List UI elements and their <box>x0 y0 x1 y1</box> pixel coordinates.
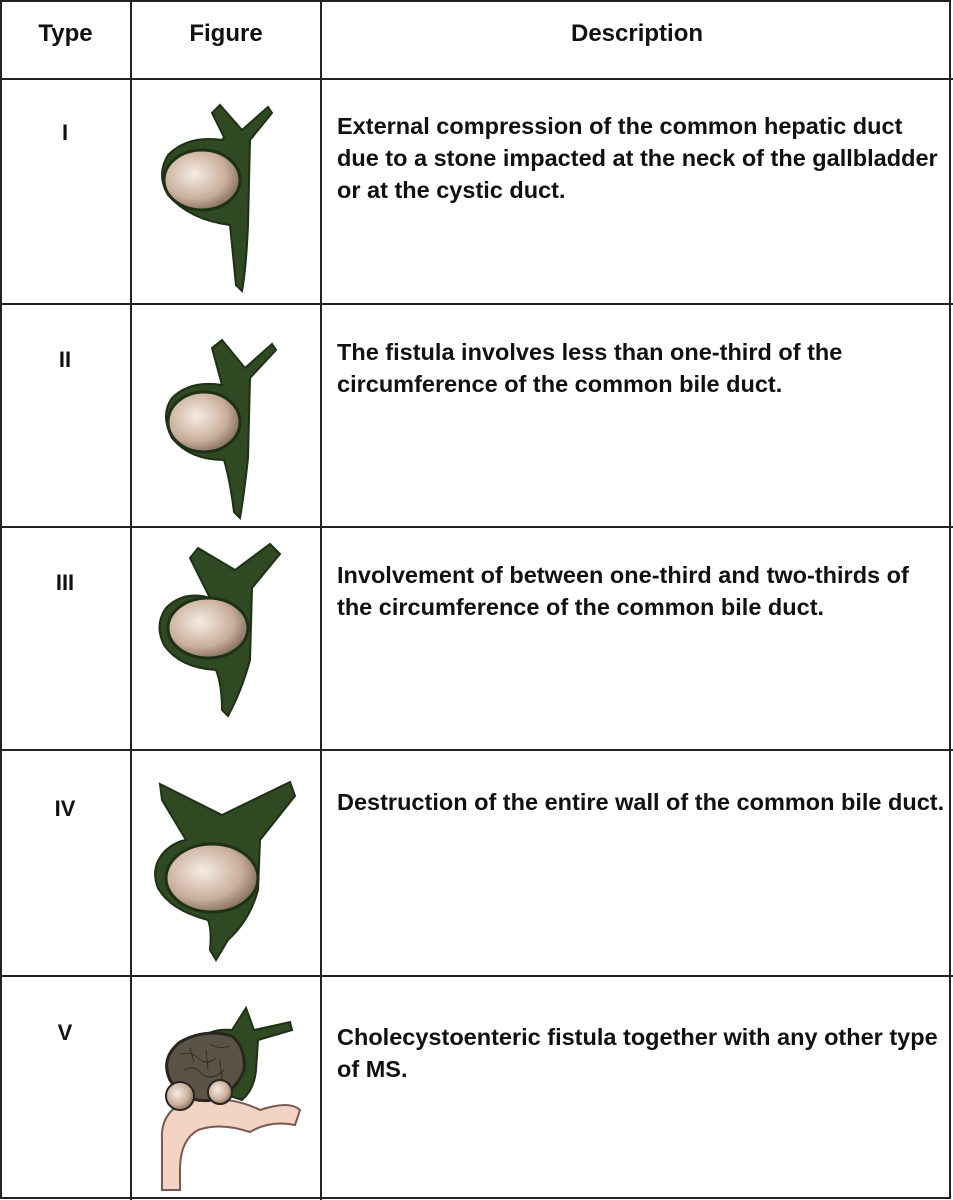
type-label-iv: IV <box>54 796 76 821</box>
header-figure: Figure <box>189 20 263 47</box>
fistula-less-than-one-third-icon <box>150 330 300 522</box>
cholecystoenteric-fistula-icon <box>150 1000 315 1195</box>
header-type: Type <box>38 20 93 47</box>
description-ii: The fistula involves less than one-third of the circumference of the common bile duct. <box>337 339 843 397</box>
type-label-v: V <box>57 1020 73 1045</box>
header-description: Description <box>570 20 704 47</box>
description-i: External compression of the common hepatic duct due to a stone impacted at the neck of the gallbladder or at the cystic duct. <box>337 113 938 203</box>
type-label-i: I <box>61 120 69 145</box>
duct-wall-destruction-icon <box>150 770 305 965</box>
description-iii: Involvement of between one-third and two-thirds of the circumference of the common bile duct. <box>337 562 909 620</box>
fistula-one-to-two-thirds-icon <box>150 540 300 720</box>
type-label-ii: II <box>58 347 72 372</box>
description-v: Cholecystoenteric fistula together with any other type of MS. <box>337 1024 938 1082</box>
description-iv: Destruction of the entire wall of the common bile duct. <box>337 789 945 815</box>
type-label-iii: III <box>55 570 75 595</box>
gallbladder-stone-compression-icon <box>150 95 300 295</box>
